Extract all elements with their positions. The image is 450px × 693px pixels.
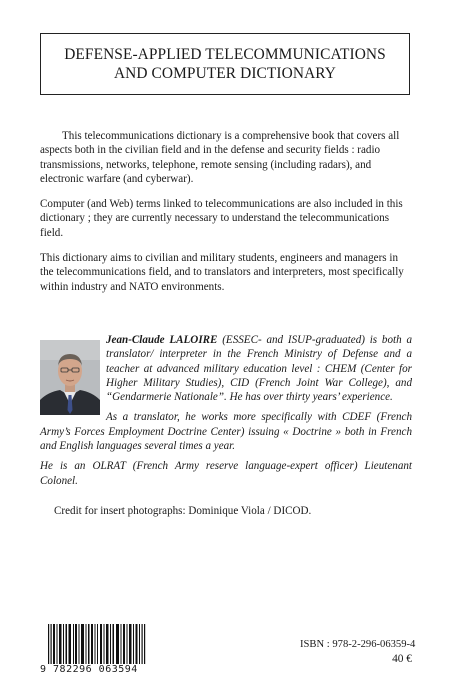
book-title-line-2: AND COMPUTER DICTIONARY xyxy=(113,65,337,82)
description-paragraph: This telecommunications dictionary is a comprehensive book that covers all aspects both in the civilian field and in the defense and security fields : radio transmissions, networks, telephone, remote sensing (including radars), and electronic warfare (and cyberwar). xyxy=(40,130,400,185)
barcode-digits: 9 782296 063594 xyxy=(40,664,158,675)
author-name: Jean-Claude LALOIRE xyxy=(106,334,218,346)
isbn-number: ISBN : 978-2-296-06359-4 xyxy=(300,639,416,650)
description-paragraph: This dictionary aims to civilian and military students, engineers and managers in the telecommunications field, and to translators and interpreters, most specifically within industry and NATO environments. xyxy=(40,252,404,293)
bio-paragraph: As a translator, he works more specifically with CDEF (French Army’s Forces Employment Doctrine Center) issuing « Doctrine » both in French and English languages several times a year. xyxy=(40,411,412,453)
bio-paragraph: He is an OLRAT (French Army reserve language-expert officer) Lieutenant Colonel. xyxy=(40,460,412,487)
price: 40 € xyxy=(392,653,412,665)
photo-float-spacer xyxy=(40,333,106,417)
book-title-box xyxy=(40,33,410,95)
author-bio xyxy=(40,333,412,494)
photo-credit: Credit for insert photographs: Dominique Viola / DICOD. xyxy=(54,505,312,517)
book-title-line-1: DEFENSE-APPLIED TELECOMMUNICATIONS xyxy=(64,46,386,63)
bio-text: (ESSEC- and ISUP-graduated) is both a translator/ interpreter in the French Ministry of Defense and a teacher at advanced military education level : CHEM (Center for Higher Military Studies), CID (French Joint War College), and “Gendarmerie Nationale”. He has over thirty years’ experience. xyxy=(106,334,412,404)
description-paragraph: Computer (and Web) terms linked to telecommunications are also included in this dictionary ; they are currently necessary to understand the telecommunications field. xyxy=(40,198,403,239)
description-block xyxy=(40,129,412,305)
